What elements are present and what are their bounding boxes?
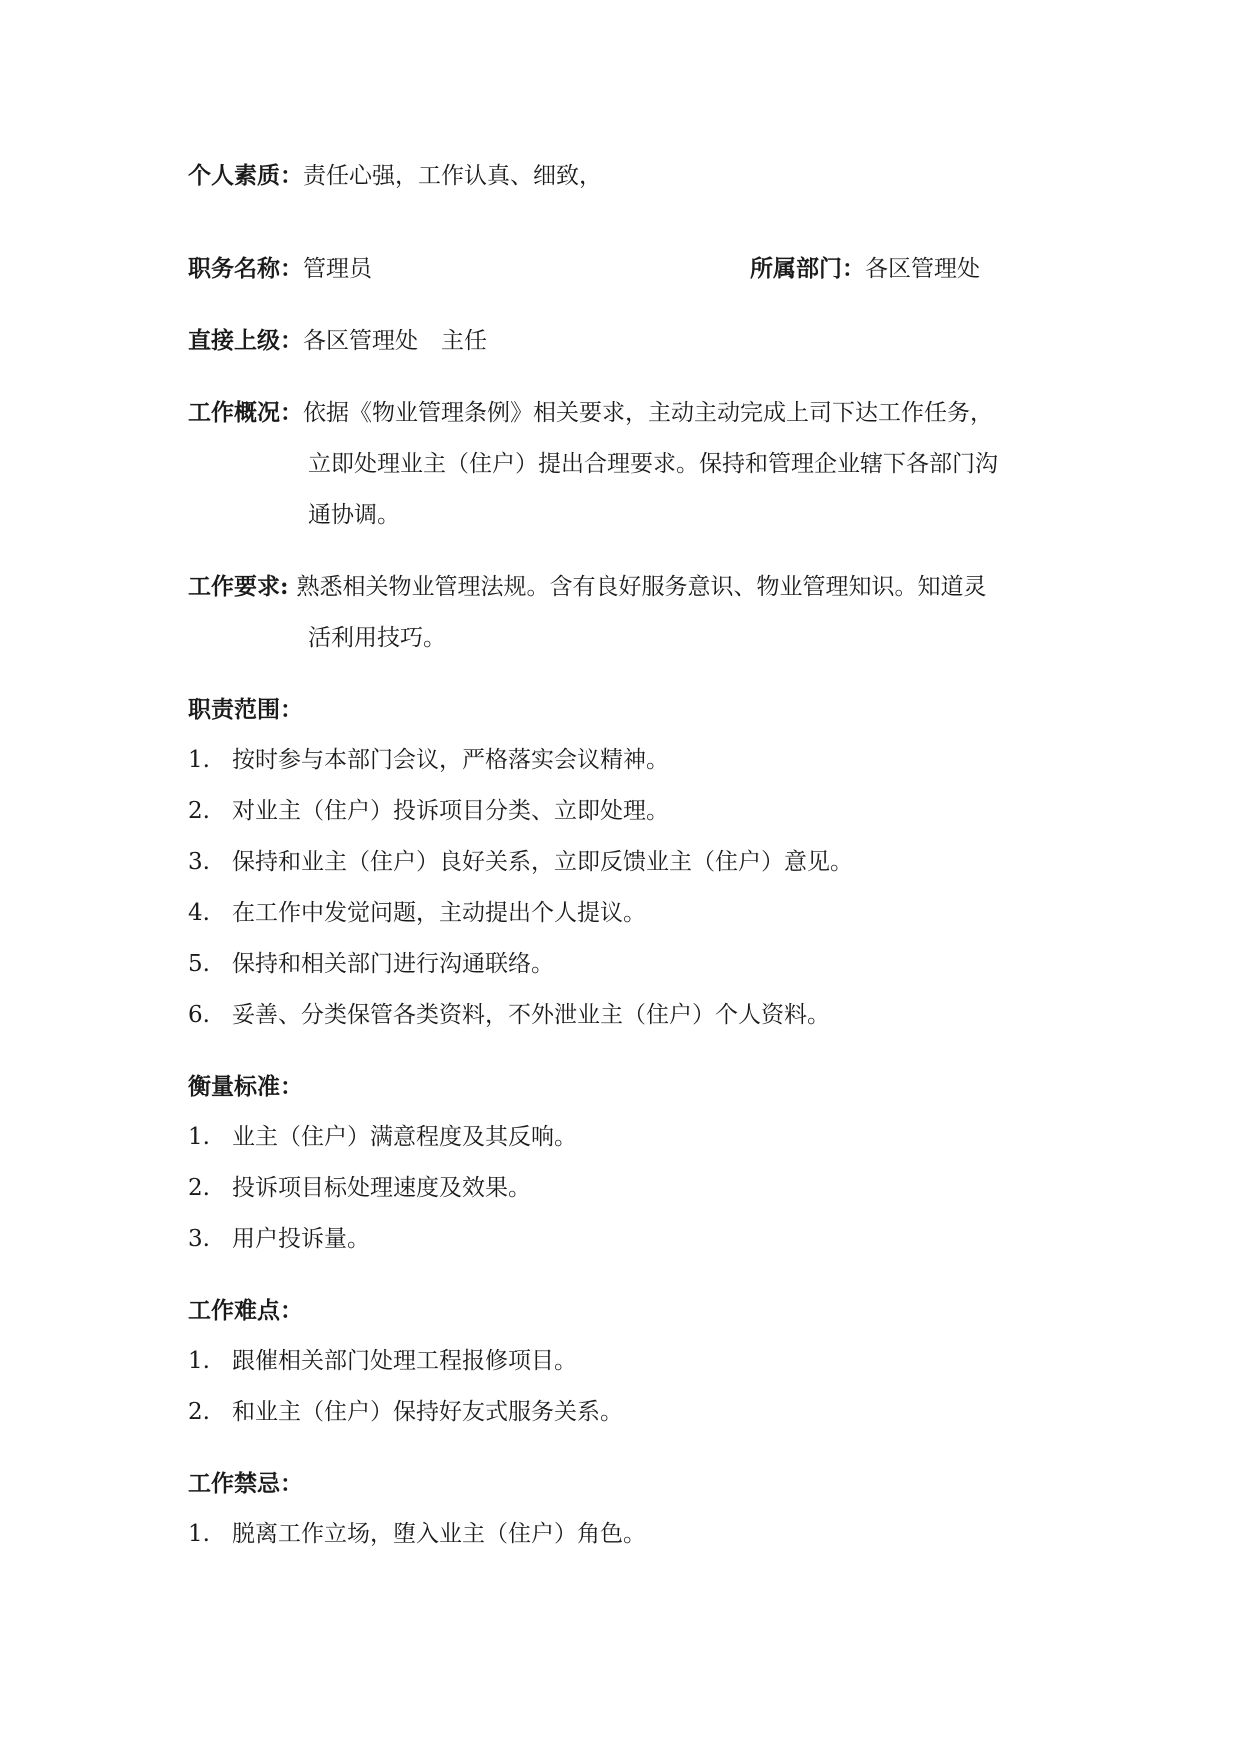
- supervisor-row: [188, 325, 487, 357]
- position-label: 职务名称：: [188, 255, 303, 282]
- requirements-line-2: 活利用技巧。: [308, 625, 446, 651]
- item-number: 3.: [188, 849, 210, 875]
- item-number: 3.: [188, 1226, 210, 1252]
- list-item: [188, 1396, 623, 1428]
- list-item: [188, 1121, 577, 1153]
- list-item: [188, 948, 554, 980]
- item-number: 2.: [188, 1399, 210, 1425]
- item-number: 1.: [188, 1348, 210, 1374]
- quality-value: 责任心强，工作认真、细致，: [303, 163, 602, 189]
- position-row: [188, 253, 372, 285]
- item-number: 1.: [188, 1124, 210, 1150]
- item-text: 在工作中发觉问题，主动提出个人提议。: [232, 900, 646, 926]
- overview-line-2: 立即处理业主（住户）提出合理要求。保持和管理企业辖下各部门沟: [308, 451, 998, 477]
- list-item: [188, 1172, 531, 1204]
- item-text: 妥善、分类保管各类资料，不外泄业主（住户）个人资料。: [232, 1002, 830, 1028]
- item-text: 和业主（住户）保持好友式服务关系。: [232, 1399, 623, 1425]
- list-item: [188, 1518, 646, 1550]
- quality-row: [188, 160, 602, 192]
- item-number: 1.: [188, 747, 210, 773]
- item-text: 用户投诉量。: [232, 1226, 370, 1252]
- list-item: [188, 999, 830, 1031]
- difficulties-title: 工作难点：: [188, 1297, 303, 1324]
- scope-title: 职责范围：: [188, 696, 303, 723]
- item-text: 跟催相关部门处理工程报修项目。: [232, 1348, 577, 1374]
- item-number: 5.: [188, 951, 210, 977]
- standards-title: 衡量标准：: [188, 1073, 303, 1100]
- overview-row: [188, 397, 993, 429]
- item-text: 业主（住户）满意程度及其反响。: [232, 1124, 577, 1150]
- overview-label: 工作概况：: [188, 399, 303, 426]
- item-text: 投诉项目标处理速度及效果。: [232, 1175, 531, 1201]
- item-text: 按时参与本部门会议，严格落实会议精神。: [232, 747, 669, 773]
- item-number: 4.: [188, 900, 210, 926]
- item-number: 2.: [188, 798, 210, 824]
- overview-line-3: 通协调。: [308, 502, 400, 528]
- list-item: [188, 846, 853, 878]
- supervisor-value: 各区管理处 主任: [303, 328, 487, 354]
- taboos-title: 工作禁忌：: [188, 1470, 303, 1497]
- item-text: 对业主（住户）投诉项目分类、立即处理。: [232, 798, 669, 824]
- requirements-row: [188, 571, 987, 603]
- list-item: [188, 897, 646, 929]
- list-item: [188, 1223, 370, 1255]
- supervisor-label: 直接上级：: [188, 327, 303, 354]
- requirements-line-1: 熟悉相关物业管理法规。含有良好服务意识、物业管理知识。知道灵: [296, 574, 987, 600]
- department-label: 所属部门：: [750, 255, 865, 282]
- item-text: 保持和相关部门进行沟通联络。: [232, 951, 554, 977]
- list-item: [188, 1345, 577, 1377]
- item-text: 保持和业主（住户）良好关系，立即反馈业主（住户）意见。: [232, 849, 853, 875]
- overview-line-1: 依据《物业管理条例》相关要求，主动主动完成上司下达工作任务，: [303, 400, 993, 426]
- quality-label: 个人素质：: [188, 162, 303, 189]
- item-number: 6.: [188, 1002, 210, 1028]
- requirements-label: 工作要求:: [188, 573, 289, 600]
- department-value: 各区管理处: [865, 256, 980, 282]
- item-number: 2.: [188, 1175, 210, 1201]
- item-number: 1.: [188, 1521, 210, 1547]
- list-item: [188, 795, 669, 827]
- position-value: 管理员: [303, 256, 372, 282]
- department-row: [750, 253, 980, 285]
- item-text: 脱离工作立场，堕入业主（住户）角色。: [232, 1521, 646, 1547]
- list-item: [188, 744, 669, 776]
